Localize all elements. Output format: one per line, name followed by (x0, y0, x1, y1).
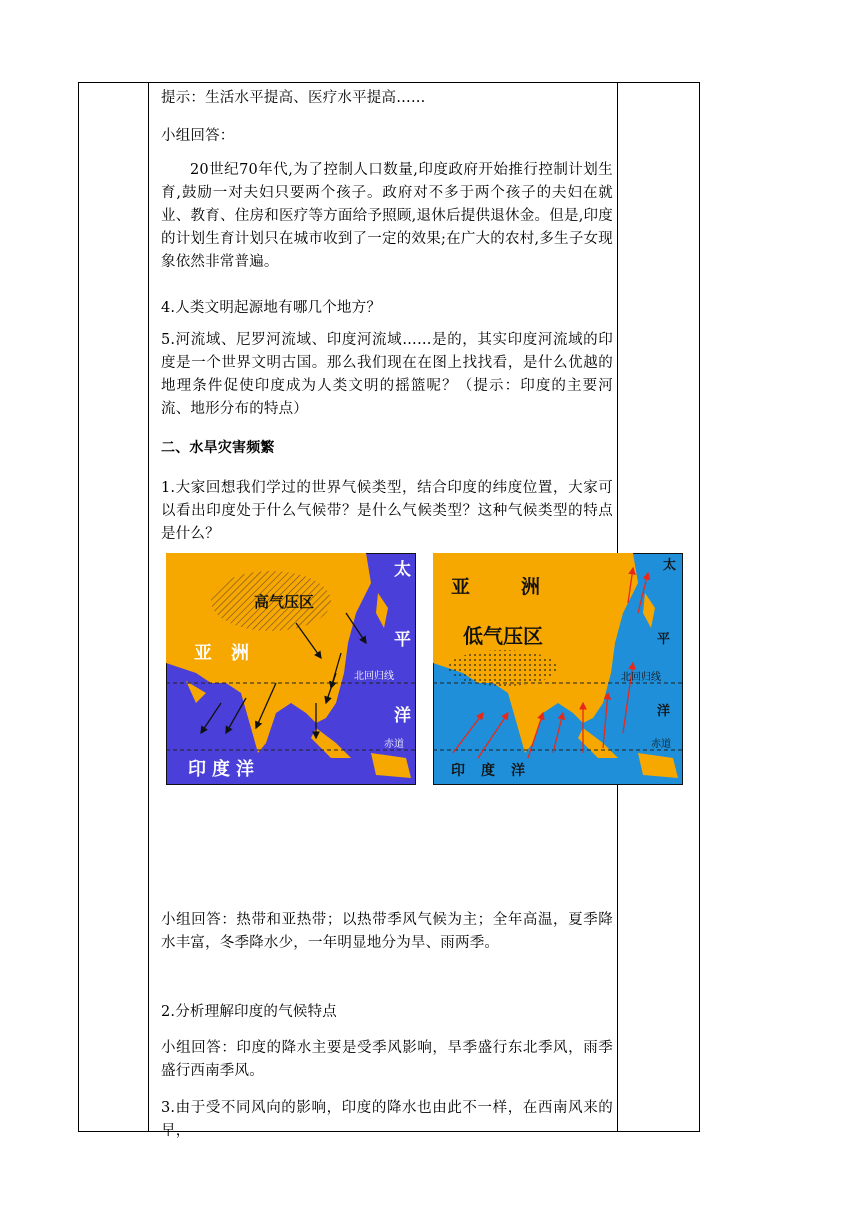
pacific-label: 太 (394, 560, 411, 580)
asia-label: 亚 (451, 576, 471, 598)
equator-label: 赤道 (384, 739, 404, 750)
question-climate-type: 1.大家回想我们学过的世界气候类型，结合印度的纬度位置，大家可以看出印度处于什么气候带？是什么气候类型？这种气候类型的特点是什么？ (161, 480, 613, 542)
pacific-label: 洋 (657, 704, 671, 719)
indian-ocean-label: 印 (451, 763, 465, 779)
tropic-label: 北回归线 (354, 671, 394, 682)
family-planning-paragraph: 20世纪70年代,为了控制人口数量,印度政府开始推行控制计划生育,鼓励一对夫妇只要两个孩子。政府对不多于两个孩子的夫妇在就业、教育、住房和医疗等方面给予照顾,退休后提供退休金。但是,印度的计划生育计划只在城市收到了一定的效果;在广大的农村,多生子女现象依然非常普遍。 (161, 162, 613, 270)
table-column-divider-left (148, 83, 149, 1131)
equator-label: 赤道 (651, 739, 671, 750)
asia-label: 亚 (194, 643, 212, 664)
question-analyze-climate: 2.分析理解印度的气候特点 (161, 1004, 337, 1020)
asia-label: 洲 (521, 576, 541, 598)
indian-ocean-label: 印度洋 (188, 759, 260, 780)
question-civilization: 4.人类文明起源地有哪几个地方？ (161, 300, 382, 316)
pacific-label: 洋 (394, 706, 411, 726)
pacific-label: 平 (394, 630, 411, 650)
tropic-label: 北回归线 (621, 672, 661, 683)
answer-monsoon: 小组回答：印度的降水主要是受季风影响，旱季盛行东北季风，雨季盛行西南季风。 (161, 1040, 613, 1079)
low-pressure-area (448, 650, 558, 686)
high-pressure-label: 高气压区 (254, 593, 315, 611)
asia-label: 洲 (231, 643, 249, 664)
paragraph-rainfall: 3.由于受不同风向的影响，印度的降水也由此不一样，在西南风来的早， (161, 1100, 613, 1139)
paragraph-indus-civilization: 5.河流域、尼罗河流域、印度河流域……是的，其实印度河流域的印度是一个世界文明古国。那么我们现在在图上找找看，是什么优越的地理条件促使印度成为人类文明的摇篮呢？（提示：印度的主要河流、地形分布的特点） (161, 332, 613, 417)
section-heading-flood-drought: 二、水旱灾害频繁 (161, 440, 275, 456)
answer-climate-type: 小组回答：热带和亚热带；以热带季风气候为主；全年高温，夏季降水丰富，冬季降水少，一年明显地分为旱、雨两季。 (161, 912, 613, 951)
summer-monsoon-map (433, 553, 683, 785)
group-answer-label: 小组回答： (161, 128, 235, 144)
pacific-label: 太 (663, 558, 677, 573)
winter-monsoon-map (166, 553, 416, 785)
pacific-label: 平 (657, 632, 671, 647)
indian-ocean-label: 洋 (511, 763, 525, 779)
indian-ocean-label: 度 (481, 763, 495, 779)
low-pressure-label: 低气压区 (463, 624, 543, 648)
hint-text: 提示：生活水平提高、医疗水平提高…… (161, 90, 426, 106)
